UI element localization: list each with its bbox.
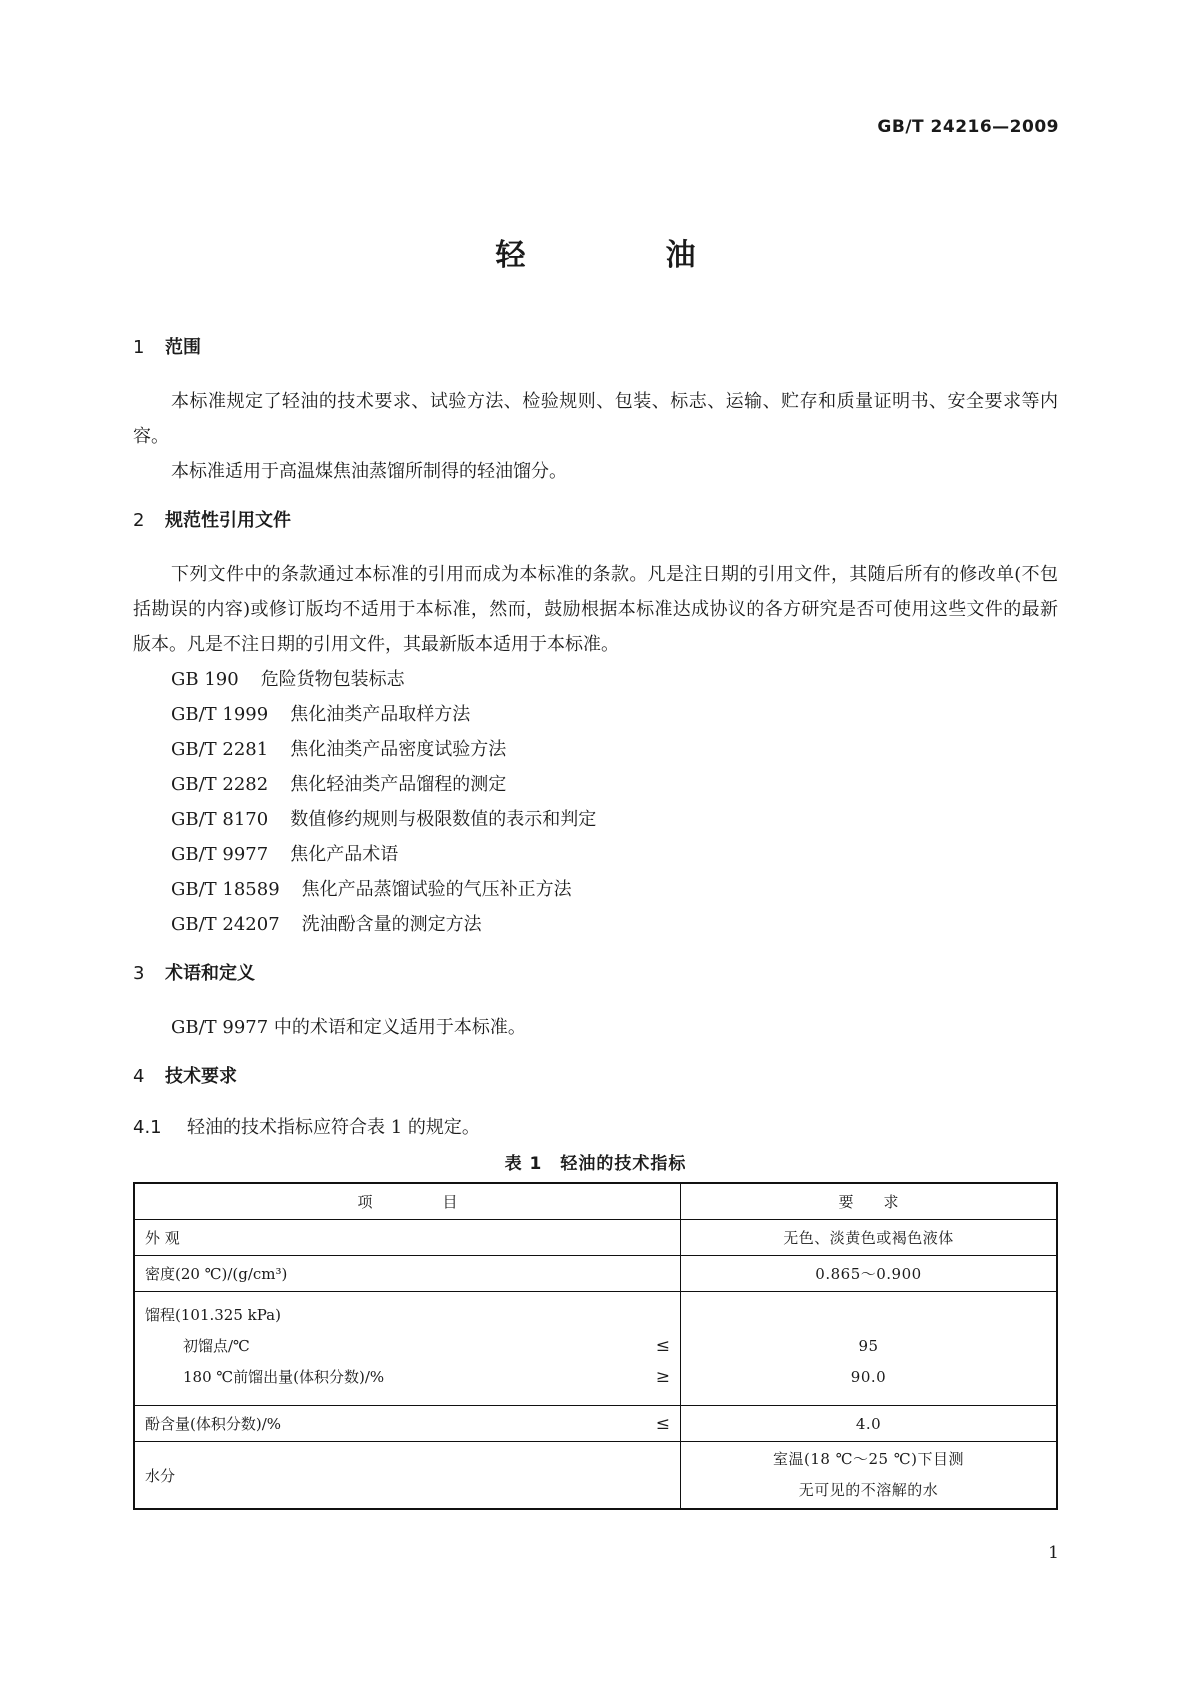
paragraph: GB/T 9977 中的术语和定义适用于本标准。	[171, 1017, 526, 1038]
page-number: 1	[1048, 1543, 1059, 1563]
table-row	[134, 1406, 1057, 1442]
requirement-cell: 无色、淡黄色或褐色液体	[681, 1220, 1058, 1256]
table-row	[134, 1220, 1057, 1256]
reference-item	[133, 662, 1058, 697]
item-label: 馏程(101.325 kPa)	[145, 1306, 281, 1324]
reference-title: 焦化油类产品取样方法	[290, 704, 471, 725]
document-title: 轻油	[495, 238, 836, 273]
paragraph: 本标准适用于高温煤焦油蒸馏所制得的轻油馏分。	[171, 461, 567, 482]
requirement-line: 室温(18 ℃～25 ℃)下目测	[773, 1450, 964, 1468]
item-cell: 密度(20 ℃)/(g/cm³)	[134, 1256, 681, 1292]
paragraph: 下列文件中的条款通过本标准的引用而成为本标准的条款。凡是注日期的引用文件，其随后所有的修改单(不包括勘误的内容)或修订版均不适用于本标准，然而，鼓励根据本标准达成协议的各方研究是否可使用这些文件的最新版本。凡是不注日期的引用文件，其最新版本适用于本标准。	[133, 564, 1058, 655]
requirement-cell: 4.0	[681, 1406, 1058, 1442]
reference-code: GB 190	[171, 669, 239, 690]
section-number: 1	[133, 337, 145, 358]
section-heading-scope	[133, 334, 1058, 362]
limit-symbol: ≤	[655, 1414, 670, 1434]
section-heading-normative-references	[133, 507, 1058, 535]
document-body	[133, 334, 1058, 1510]
reference-item	[133, 697, 1058, 732]
section-title: 规范性引用文件	[165, 510, 291, 531]
table-row	[134, 1292, 1057, 1406]
header-requirement: 要求	[681, 1183, 1058, 1220]
header-item: 项目	[134, 1183, 681, 1220]
reference-item	[133, 872, 1058, 907]
spacer	[691, 1300, 1046, 1331]
reference-code: GB/T 2282	[171, 774, 269, 795]
section-title: 术语和定义	[165, 963, 255, 984]
item-cell: 外 观	[134, 1220, 681, 1256]
section-title: 范围	[165, 337, 201, 358]
reference-item	[133, 767, 1058, 802]
technical-indicators-table	[133, 1182, 1058, 1510]
reference-title: 焦化轻油类产品馏程的测定	[290, 774, 507, 795]
section-number: 2	[133, 510, 145, 531]
reference-code: GB/T 9977	[171, 844, 269, 865]
reference-item	[133, 907, 1058, 942]
reference-list	[133, 662, 1058, 942]
subclause	[133, 1113, 1058, 1143]
subclause-number: 4.1	[133, 1117, 162, 1138]
reference-item	[133, 837, 1058, 872]
reference-item	[133, 732, 1058, 767]
table-header-row	[134, 1183, 1057, 1220]
section-heading-technical-requirements	[133, 1063, 1058, 1091]
subclause-text: 轻油的技术指标应符合表 1 的规定。	[187, 1117, 480, 1138]
item-text: 酚含量(体积分数)/%	[145, 1415, 282, 1433]
section-title: 技术要求	[165, 1066, 237, 1087]
paragraph: 本标准规定了轻油的技术要求、试验方法、检验规则、包装、标志、运输、贮存和质量证明书、安全要求等内容。	[133, 391, 1058, 447]
item-cell	[134, 1292, 681, 1406]
reference-title: 焦化产品术语	[290, 844, 399, 865]
section-number: 3	[133, 963, 145, 984]
requirement-value: 90.0	[850, 1368, 887, 1386]
reference-title: 焦化油类产品密度试验方法	[290, 739, 507, 760]
requirement-cell	[681, 1442, 1058, 1510]
item-sub-text: 初馏点/℃	[183, 1337, 250, 1355]
section-heading-terms	[133, 960, 1058, 988]
requirement-line: 无可见的不溶解的水	[798, 1481, 939, 1499]
reference-title: 洗油酚含量的测定方法	[301, 914, 482, 935]
limit-symbol: ≥	[655, 1367, 670, 1387]
table-row	[134, 1442, 1057, 1510]
reference-code: GB/T 1999	[171, 704, 269, 725]
item-sub-label	[145, 1362, 670, 1393]
item-sub-text: 180 ℃前馏出量(体积分数)/%	[183, 1368, 385, 1386]
table-row	[134, 1256, 1057, 1292]
reference-code: GB/T 8170	[171, 809, 269, 830]
item-cell: 水分	[134, 1442, 681, 1510]
limit-symbol: ≤	[655, 1336, 670, 1356]
table-caption: 表 1 轻油的技术指标	[504, 1154, 687, 1174]
reference-title: 危险货物包装标志	[260, 669, 405, 690]
section-number: 4	[133, 1066, 145, 1087]
reference-code: GB/T 2281	[171, 739, 269, 760]
reference-code: GB/T 18589	[171, 879, 280, 900]
reference-code: GB/T 24207	[171, 914, 280, 935]
reference-title: 数值修约规则与极限数值的表示和判定	[290, 809, 597, 830]
reference-item	[133, 802, 1058, 837]
standard-code: GB/T 24216—2009	[877, 117, 1059, 137]
reference-title: 焦化产品蒸馏试验的气压补正方法	[301, 879, 572, 900]
requirement-cell: 0.865～0.900	[681, 1256, 1058, 1292]
requirement-cell	[681, 1292, 1058, 1406]
requirement-value: 95	[858, 1337, 879, 1355]
item-cell	[134, 1406, 681, 1442]
item-sub-label	[145, 1331, 670, 1362]
